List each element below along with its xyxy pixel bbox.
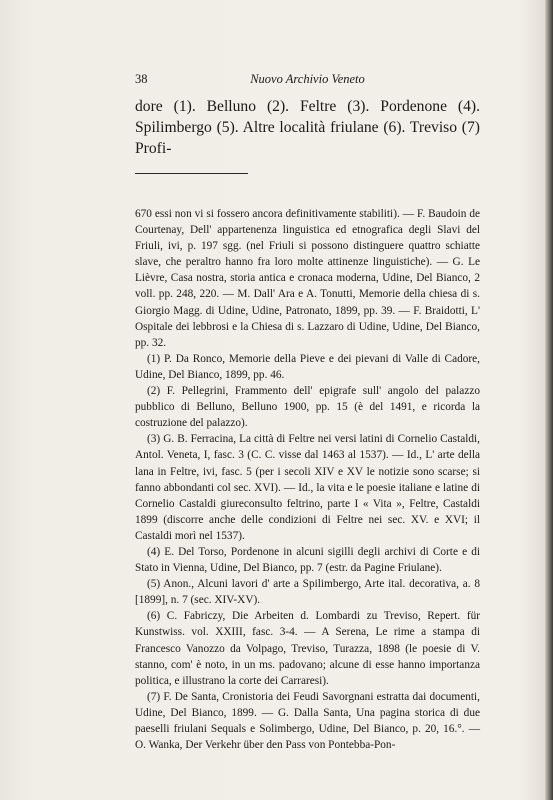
footnote-separator [135, 173, 248, 174]
footnote-6: (6) C. Fabriczy, Die Arbeiten d. Lombardi zu Treviso, Repert. für Kunstwiss. vol. XXIII, fasc. 3-4. — A Serena, Le rime a stampa di Francesco Vanozzo da Volpago, Treviso, Turazza, 1898 (le poesie di V. stanno, com' è noto, in un ms. padovano; alcune di esse hanno importanza politica, e illustrano la corte dei Carraresi). [135, 610, 480, 687]
footnote-7: (7) F. De Santa, Cronistoria dei Feudi Savorgnani estratta dai documenti, Udine, Del Bianco, 1899. — G. Dalla Santa, Una pagina storica di due paeselli friulani Sequals e Solimbergo, Udine, Del Bianco, p. 20, 16.°. — O. Wanka, Der Verkehr über den Pass von Pontebba-Pon- [135, 690, 480, 752]
footnote-4: (4) E. Del Torso, Pordenone in alcuni sigilli degli archivi di Corte e di Stato in Vienna, Udine, Del Bianco, pp. 7 (estr. da Pagine Friulane). [135, 545, 480, 575]
running-header [135, 72, 480, 88]
footnotes [135, 206, 480, 753]
footnote-1: (1) P. Da Ronco, Memorie della Pieve e dei pievani di Valle di Cadore, Udine, Del Bianco, 1899, pp. 46. [135, 352, 480, 381]
footnote-continuation: 670 essi non vi si fossero ancora definitivamente stabiliti). — F. Baudoin de Courtenay, Dell' appartenenza linguistica ed etnografica degli Slavi del Friuli, ivi, p. 197 sgg. (nel Friuli si possono distinguere quattro schiatte slave, che peraltro hanno fra loro molte attinenze linguistiche). — G. Le Lièvre, Casa nostra, storia antica e cronaca moderna, Udine, Del Bianco, 2 voll. pp. 248, 220. — M. Dall' Ara e A. Tonutti, Memorie della chiesa di s. Giorgio Magg. di Udine, Udine, Patronato, 1899, pp. 39. — F. Braidotti, L' Ospitale dei lebbrosi e la Chiesa di s. Lazzaro di Udine, Udine, Del Bianco, pp. 32. [135, 208, 480, 349]
page-number: 38 [135, 72, 148, 86]
running-title: Nuovo Archivio Veneto [250, 72, 365, 86]
footnote-3: (3) G. B. Ferracina, La città di Feltre nei versi latini di Cornelio Castaldi, Antol. Veneta, I, fasc. 3 (C. C. visse dal 1463 al 1537). — Id., L' arte della lana in Feltre, ivi, fasc. 5 (per i secoli XIV e XV le notizie sono scarse; si fanno abbondanti col sec. XVI). — Id., la vita e le poesie italiane e latine di Cornelio Castaldi giureconsulto feltrino, parte I « Vita », Feltre, Castaldi 1899 (discorre anche delle condizioni di Feltre nei sec. XV. e XVI; il Castaldi morì nel 1537). [135, 433, 480, 542]
footnote-2: (2) F. Pellegrini, Frammento dell' epigrafe sull' angolo del palazzo pubblico di Belluno, Belluno 1900, pp. 15 (è del 1491, e ricorda la costruzione del palazzo). [135, 385, 480, 430]
body-paragraph: dore (1). Belluno (2). Feltre (3). Pordenone (4). Spilimbergo (5). Altre località friulane (6). Treviso (7) Profi- [135, 98, 480, 157]
body-text [135, 96, 480, 159]
footnote-5: (5) Anon., Alcuni lavori d' arte a Spilimbergo, Arte ital. decorativa, a. 8 [1899], n. 7 (sec. XIV-XV). [135, 578, 480, 607]
page-edge-shadow [545, 0, 553, 800]
